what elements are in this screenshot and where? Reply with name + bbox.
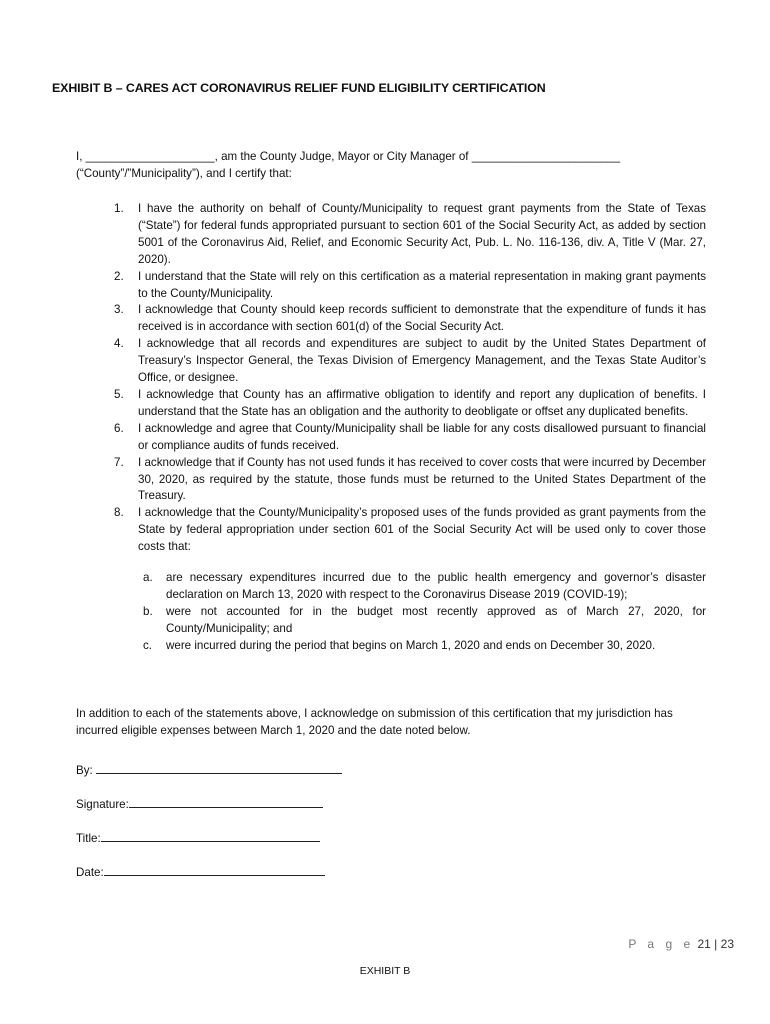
certification-intro	[76, 149, 706, 183]
sub-list-item	[76, 570, 706, 604]
date-field[interactable]	[76, 863, 325, 879]
sub-list-text: are necessary expenditures incurred due to the public health emergency and governor’s disaster declaration on March 13, 2020 with respect to the Coronavirus Disease 2019 (COVID-19);	[166, 571, 706, 601]
document-title: EXHIBIT B – CARES ACT CORONAVIRUS RELIEF FUND ELIGIBILITY CERTIFICATION	[52, 81, 546, 95]
list-item-text: I have the authority on behalf of County/Municipality to request grant payments from the State of Texas (“State”) for federal funds appropriated pursuant to section 601 of the Social Security Act, as added by section 5001 of the Coronavirus Aid, Relief, and Economic Security Act, Pub. L. No. 116-136, div. A, Title V (Mar. 27, 2020).	[138, 202, 706, 266]
sub-list-text: were not accounted for in the budget most recently approved as of March 27, 2020, for County/Municipality; and	[166, 604, 706, 635]
list-item-text: I acknowledge that the County/Municipality’s proposed uses of the funds provided as grant payments from the State by federal appropriation under section 601 of the Social Security Act will be used only to cover those costs that:	[138, 506, 706, 554]
list-item	[76, 269, 706, 303]
page-footer: EXHIBIT B	[359, 965, 411, 977]
list-item-text: I understand that the State will rely on this certification as a material representation in making grant payments to the County/Municipality.	[138, 269, 706, 300]
list-item-number: 8.	[114, 506, 124, 520]
list-item	[76, 455, 706, 506]
date-blank-line[interactable]	[104, 863, 325, 876]
sub-list-text: were incurred during the period that begins on March 1, 2020 and ends on December 30, 2020.	[166, 638, 656, 652]
list-item	[76, 505, 706, 556]
title-blank-line[interactable]	[101, 829, 320, 842]
intro-line-1: I, ____________________, am the County Judge, Mayor or City Manager of _______________________	[76, 150, 621, 163]
page-separator: |	[714, 937, 718, 951]
sub-list-item	[76, 604, 706, 638]
list-item-text: I acknowledge that County should keep records sufficient to demonstrate that the expenditure of funds it has received is in accordance with section 601(d) of the Social Security Act.	[138, 303, 706, 334]
sub-list-letter: a.	[143, 571, 153, 584]
date-label: Date:	[76, 866, 104, 879]
list-item-number: 1.	[114, 202, 124, 215]
sub-list-letter: c.	[143, 638, 153, 652]
intro-line-2: (“County”/”Municipality”), and I certify that:	[76, 166, 292, 180]
list-item-number: 3.	[114, 303, 124, 317]
title-label: Title:	[76, 832, 101, 845]
signature-field[interactable]	[76, 795, 323, 811]
list-item-number: 7.	[114, 455, 124, 469]
list-item	[76, 421, 706, 455]
page-label: P a g e	[628, 937, 695, 951]
list-item-text: I acknowledge that County has an affirmative obligation to identify and report any duplication of benefits. I understand that the State has an obligation and the authority to deobligate or offset any duplicated benefits.	[138, 387, 706, 418]
page-total: 23	[720, 937, 734, 951]
list-item	[76, 336, 706, 387]
list-item-text: I acknowledge that all records and expenditures are subject to audit by the United States Department of Treasury’s Inspector General, the Texas Division of Emergency Management, and the Texas State Auditor’s Office, or designee.	[138, 337, 706, 385]
signature-label: Signature:	[76, 798, 129, 811]
list-item	[76, 201, 706, 269]
certification-list	[76, 201, 706, 556]
closing-statement: In addition to each of the statements above, I acknowledge on submission of this certification that my jurisdiction has incurred eligible expenses between March 1, 2020 and the date noted below.	[76, 707, 673, 737]
list-item-number: 2.	[114, 269, 124, 283]
by-blank-line[interactable]	[96, 761, 342, 774]
signature-blank-line[interactable]	[129, 795, 323, 808]
by-label: By:	[76, 764, 93, 777]
title-field[interactable]	[76, 829, 320, 845]
list-item-number: 5.	[114, 387, 124, 401]
list-item-number: 4.	[114, 337, 124, 351]
cost-criteria-list	[76, 570, 706, 655]
list-item-text: I acknowledge that if County has not used funds it has received to cover costs that were incurred by December 30, 2020, as required by the statute, those funds must be returned to the United States Department of the Treasury.	[138, 455, 706, 503]
list-item	[76, 387, 706, 421]
list-item-number: 6.	[114, 421, 124, 435]
sub-list-item	[76, 638, 706, 655]
page-number	[628, 937, 734, 951]
page-current: 21	[697, 937, 711, 951]
list-item-text: I acknowledge and agree that County/Municipality shall be liable for any costs disallowed pursuant to financial or compliance audits of funds received.	[138, 421, 706, 452]
by-field[interactable]	[76, 761, 342, 777]
list-item	[76, 302, 706, 336]
sub-list-letter: b.	[143, 604, 153, 618]
